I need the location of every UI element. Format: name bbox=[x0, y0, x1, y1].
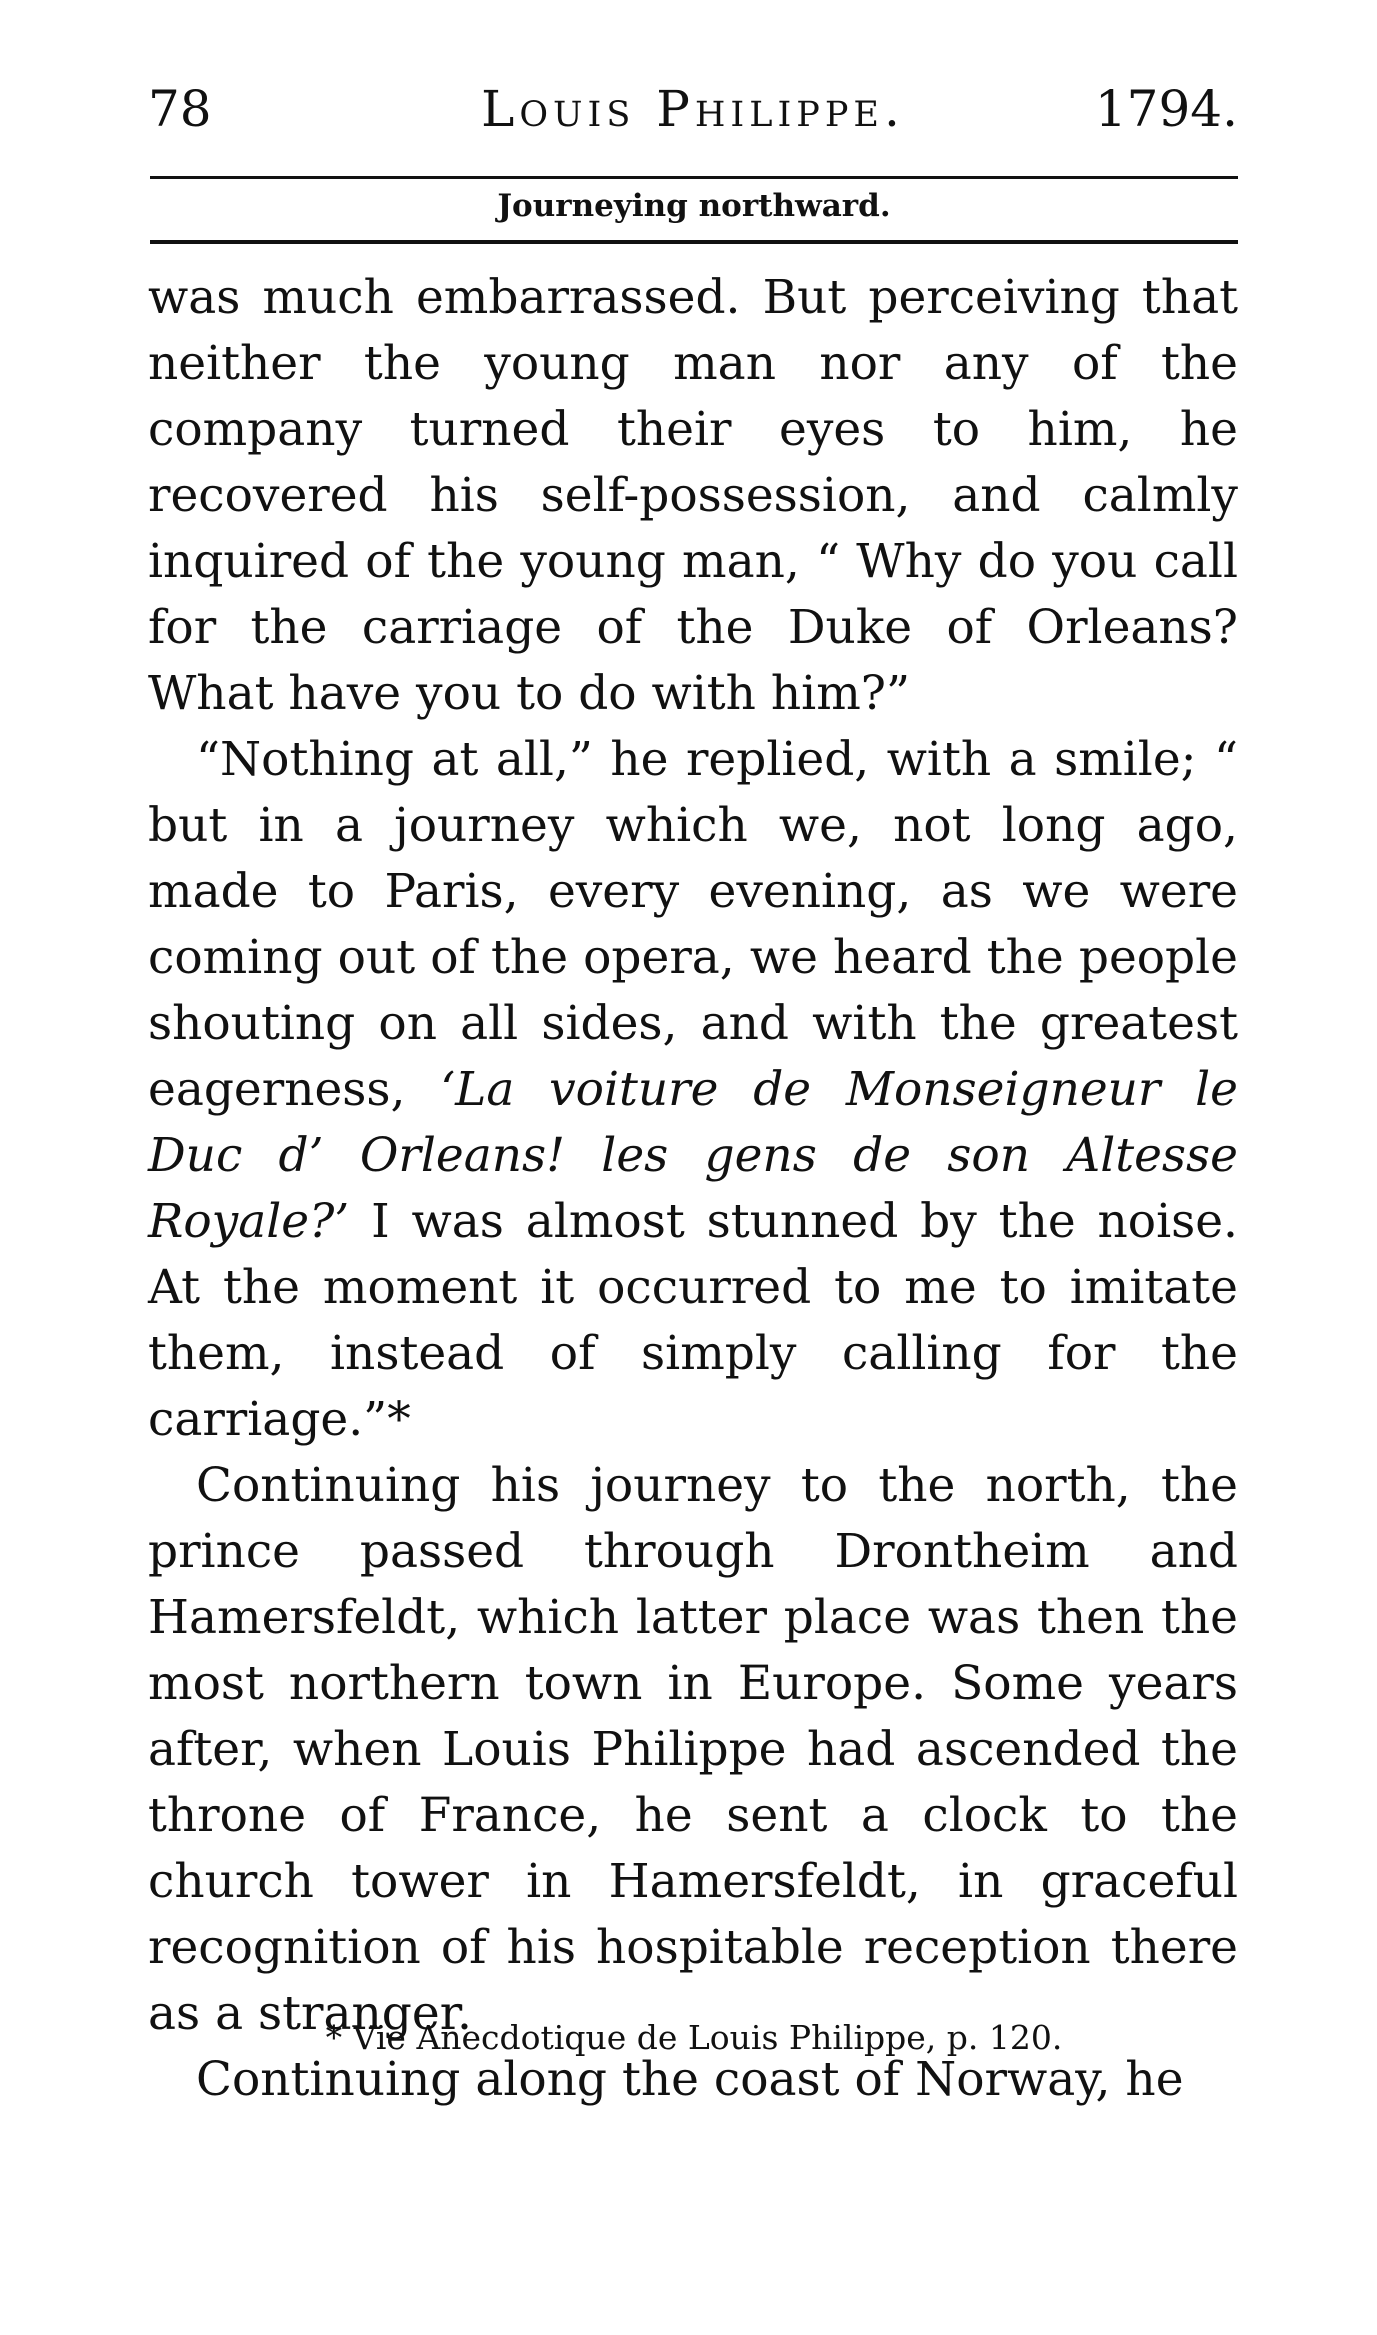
paragraph-2-text-start: “Nothing at all,” he replied, with a smile; “ but in a journey which we, not long ago, made to Paris, every evening, as we were coming out of the opera, we heard the people shouting on all sides, and with the greatest eagerness, bbox=[148, 732, 1238, 1117]
running-header bbox=[148, 80, 1238, 150]
header-rule bbox=[150, 176, 1238, 179]
body-text bbox=[148, 265, 1238, 2113]
running-title: Louis Philippe. bbox=[481, 80, 905, 138]
section-subhead: Journeying northward. bbox=[497, 188, 891, 224]
paragraph-2-text-end: I was almost stunned by the noise. At the moment it occurred to me to imitate them, instead of simply calling for the carriage.”* bbox=[148, 1194, 1238, 1447]
paragraph-4: Continuing along the coast of Norway, he bbox=[196, 2052, 1184, 2107]
page-number: 78 bbox=[148, 80, 212, 138]
subhead-rule bbox=[150, 240, 1238, 244]
running-year: 1794. bbox=[1094, 80, 1238, 138]
paragraph-1: was much embarrassed. But perceiving that neither the young man nor any of the company turned their eyes to him, he recovered his self-possession, and calmly inquired of the young man, “ Why do you call for the carriage of the Duke of Orleans? What have you to do with him?” bbox=[148, 270, 1238, 721]
footnote: * Vie Anecdotique de Louis Philippe, p. 120. bbox=[325, 2018, 1063, 2057]
paragraph-2-quotation: ‘La voiture de Monseigneur le Duc d’ Orleans! les gens de son Altesse Royale?’ bbox=[148, 1062, 1238, 1249]
paragraph-2 bbox=[148, 727, 1238, 1453]
paragraph-3: Continuing his journey to the north, the prince passed through Drontheim and Hamersfeldt, which latter place was then the most northern town in Europe. Some years after, when Louis Philippe had ascended the throne of France, he sent a clock to the church tower in Hamersfeldt, in graceful recognition of his hospitable reception there as a stranger. bbox=[148, 1458, 1238, 2041]
